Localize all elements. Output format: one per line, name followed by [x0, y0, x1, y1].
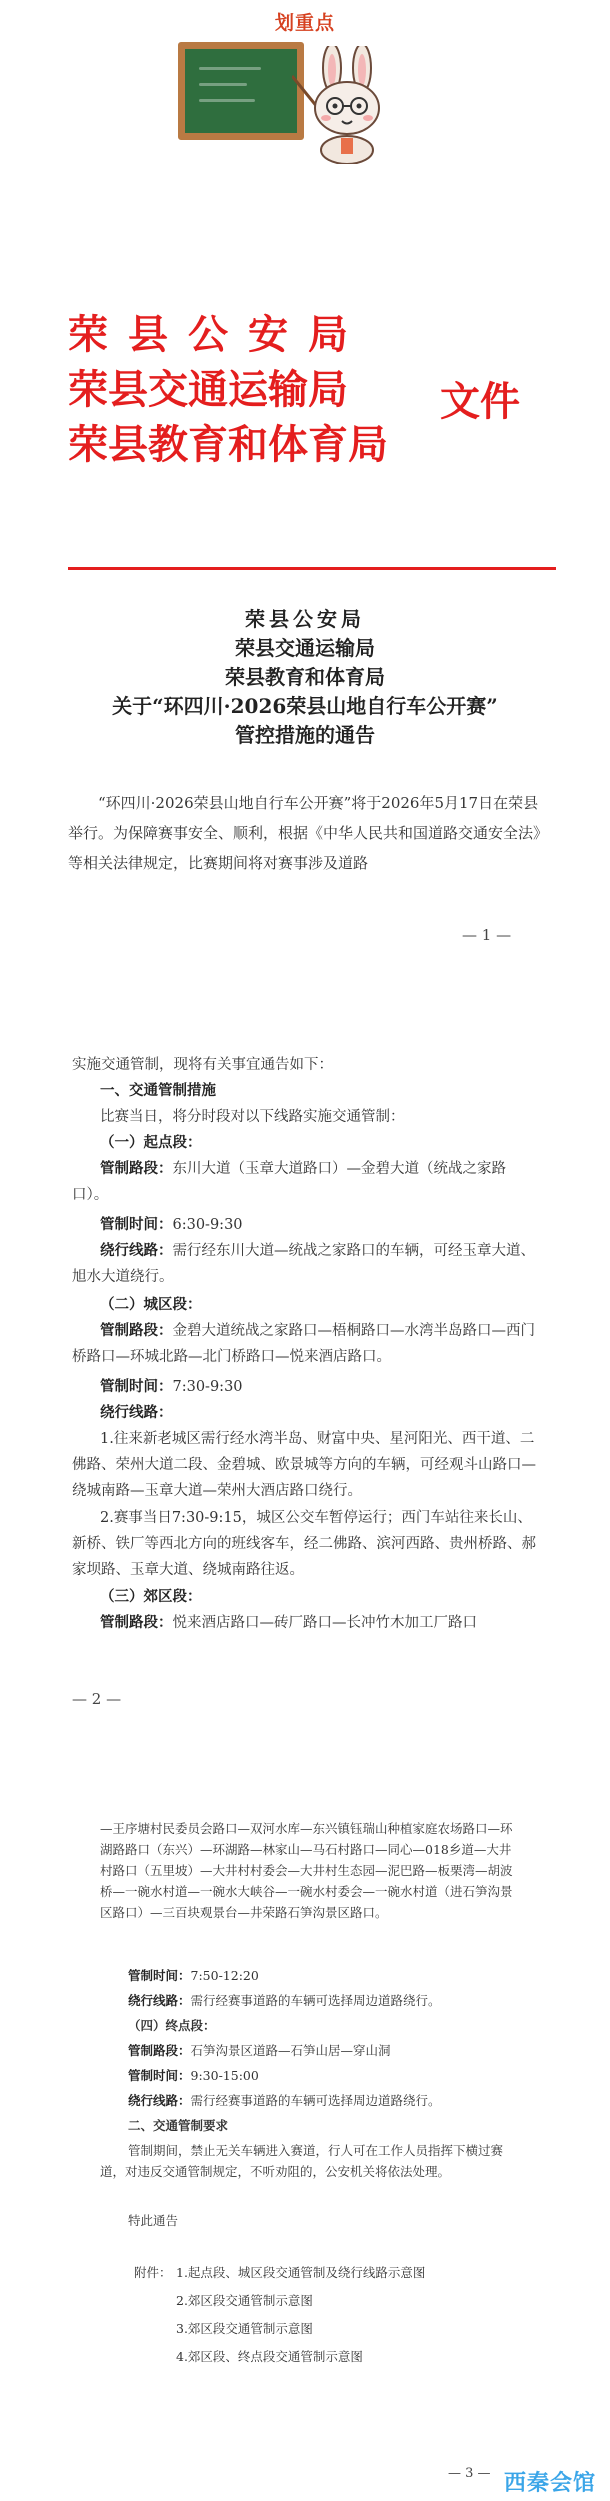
page2-line: 1.往来新老城区需行经水湾半岛、财富中央、星河阳光、西干道、二佛路、荣州大道二段、金碧城、欧景城等方向的车辆，可经观斗山路口—绕城南路—玉章大道—荣州大酒店路口绕行。 [72, 1431, 536, 1499]
page2-line: 管制时间：7:30-9:30 [100, 1378, 243, 1395]
page3-line: 管制时间：7:50-12:20 [128, 1968, 259, 1983]
closing-text: 特此通告 [128, 2213, 179, 2228]
title-line-2: 荣县交通运输局 [235, 636, 375, 660]
page2-line: 比赛当日，将分时段对以下线路实施交通管制： [100, 1109, 405, 1125]
page-number-2: — 2 — [72, 1690, 122, 1708]
chalkboard-illustration [178, 42, 304, 140]
page3-line: 绕行线路：需行经赛事道路的车辆可选择周边道路绕行。 [128, 1993, 441, 2008]
brand-title: 划重点 [274, 12, 335, 34]
page2-line: 2.赛事当日7:30-9:15，城区公交车暂停运行；西门车站往来长山、新桥、铁厂等西北方向的班线客车，经二佛路、滨河西路、贵州桥路、郝家坝路、玉章大道、绕城南路往返。 [72, 1510, 536, 1578]
header-document-label: 文件 [440, 378, 520, 425]
page1-body: “环四川·2026荣县山地自行车公开赛”将于2026年5月17日在荣县举行。为保障赛事安全、顺利，根据《中华人民共和国道路交通安全法》等相关法律规定，比赛期间将对赛事涉及道路 [68, 794, 549, 872]
route-continuation: —王序塘村民委员会路口—双河水库—东兴镇钰瑞山种植家庭农场路口—环湖路路口（东兴）—环湖路—林家山—马石村路口—同心—018乡道—大井村路口（五里坡）—大井村村委会—大井村生态园—泥巴路—板栗湾—胡波桥—一碗水村道—一碗水大峡谷—一碗水村委会—一碗水村道（进石笋沟景区路口）—三百块观景台—井荣路石笋沟景区路口。 [100, 1821, 513, 1920]
header-agency-3: 荣县教育和体育局 [68, 421, 388, 468]
subsection-heading: （二）城区段： [100, 1296, 202, 1313]
page-number-1: — 1 — [462, 926, 512, 944]
page2-line: 绕行线路：需行经东川大道—统战之家路口的车辆，可经玉章大道、旭水大道绕行。 [72, 1242, 535, 1285]
page2-line: 管制路段：东川大道（玉章大道路口）—金碧大道（统战之家路口）。 [72, 1160, 506, 1203]
title-line-4: 关于“环四川·2026荣县山地自行车公开赛” [112, 694, 498, 718]
page-number-3: — 3 — [448, 2466, 491, 2481]
attachment-item: 4.郊区段、终点段交通管制示意图 [176, 2349, 363, 2364]
title-line-1: 荣县公安局 [245, 607, 365, 631]
page3-line: 管制路段：石笋沟景区道路—石笋山居—穿山洞 [128, 2043, 391, 2058]
rabbit-mascot-icon [292, 46, 402, 164]
requirement-text: 管制期间，禁止无关车辆进入赛道，行人可在工作人员指挥下横过赛道，对违反交通管制规定，不听劝阻的，公安机关将依法处理。 [100, 2143, 504, 2179]
page2-line: 管制路段：悦来酒店路口—砖厂路口—长冲竹木加工厂路口 [100, 1614, 477, 1631]
subsection-heading: （四）终点段： [128, 2018, 216, 2033]
page2-line: 实施交通管制，现将有关事宜通告如下： [72, 1057, 333, 1073]
page2-line: 管制路段：金碧大道统战之家路口—梧桐路口—水湾半岛路口—西门桥路口—环城北路—北门桥路口—悦来酒店路口。 [72, 1322, 535, 1365]
header-agency-1: 荣县公安局 [68, 311, 368, 358]
attachment-item: 2.郊区段交通管制示意图 [176, 2293, 313, 2308]
attachments-label: 附件： [134, 2265, 172, 2280]
subsection-heading: （一）起点段： [100, 1134, 202, 1151]
header-divider [68, 567, 556, 570]
section-heading: 一、交通管制措施 [100, 1082, 216, 1099]
subsection-heading: （三）郊区段： [100, 1588, 202, 1605]
watermark-logo: 西秦会馆 [503, 2471, 596, 2496]
page2-line: 管制时间：6:30-9:30 [100, 1216, 243, 1233]
page2-line: 绕行线路： [100, 1404, 173, 1421]
title-line-5: 管控措施的通告 [235, 723, 375, 747]
header-agency-2: 荣县交通运输局 [68, 366, 348, 413]
section-heading: 二、交通管制要求 [128, 2118, 229, 2133]
attachment-item: 1.起点段、城区段交通管制及绕行线路示意图 [176, 2265, 426, 2280]
page3-line: 管制时间：9:30-15:00 [128, 2068, 259, 2083]
page3-line: 绕行线路：需行经赛事道路的车辆可选择周边道路绕行。 [128, 2093, 441, 2108]
attachment-item: 3.郊区段交通管制示意图 [176, 2321, 313, 2336]
title-line-3: 荣县教育和体育局 [225, 665, 385, 689]
